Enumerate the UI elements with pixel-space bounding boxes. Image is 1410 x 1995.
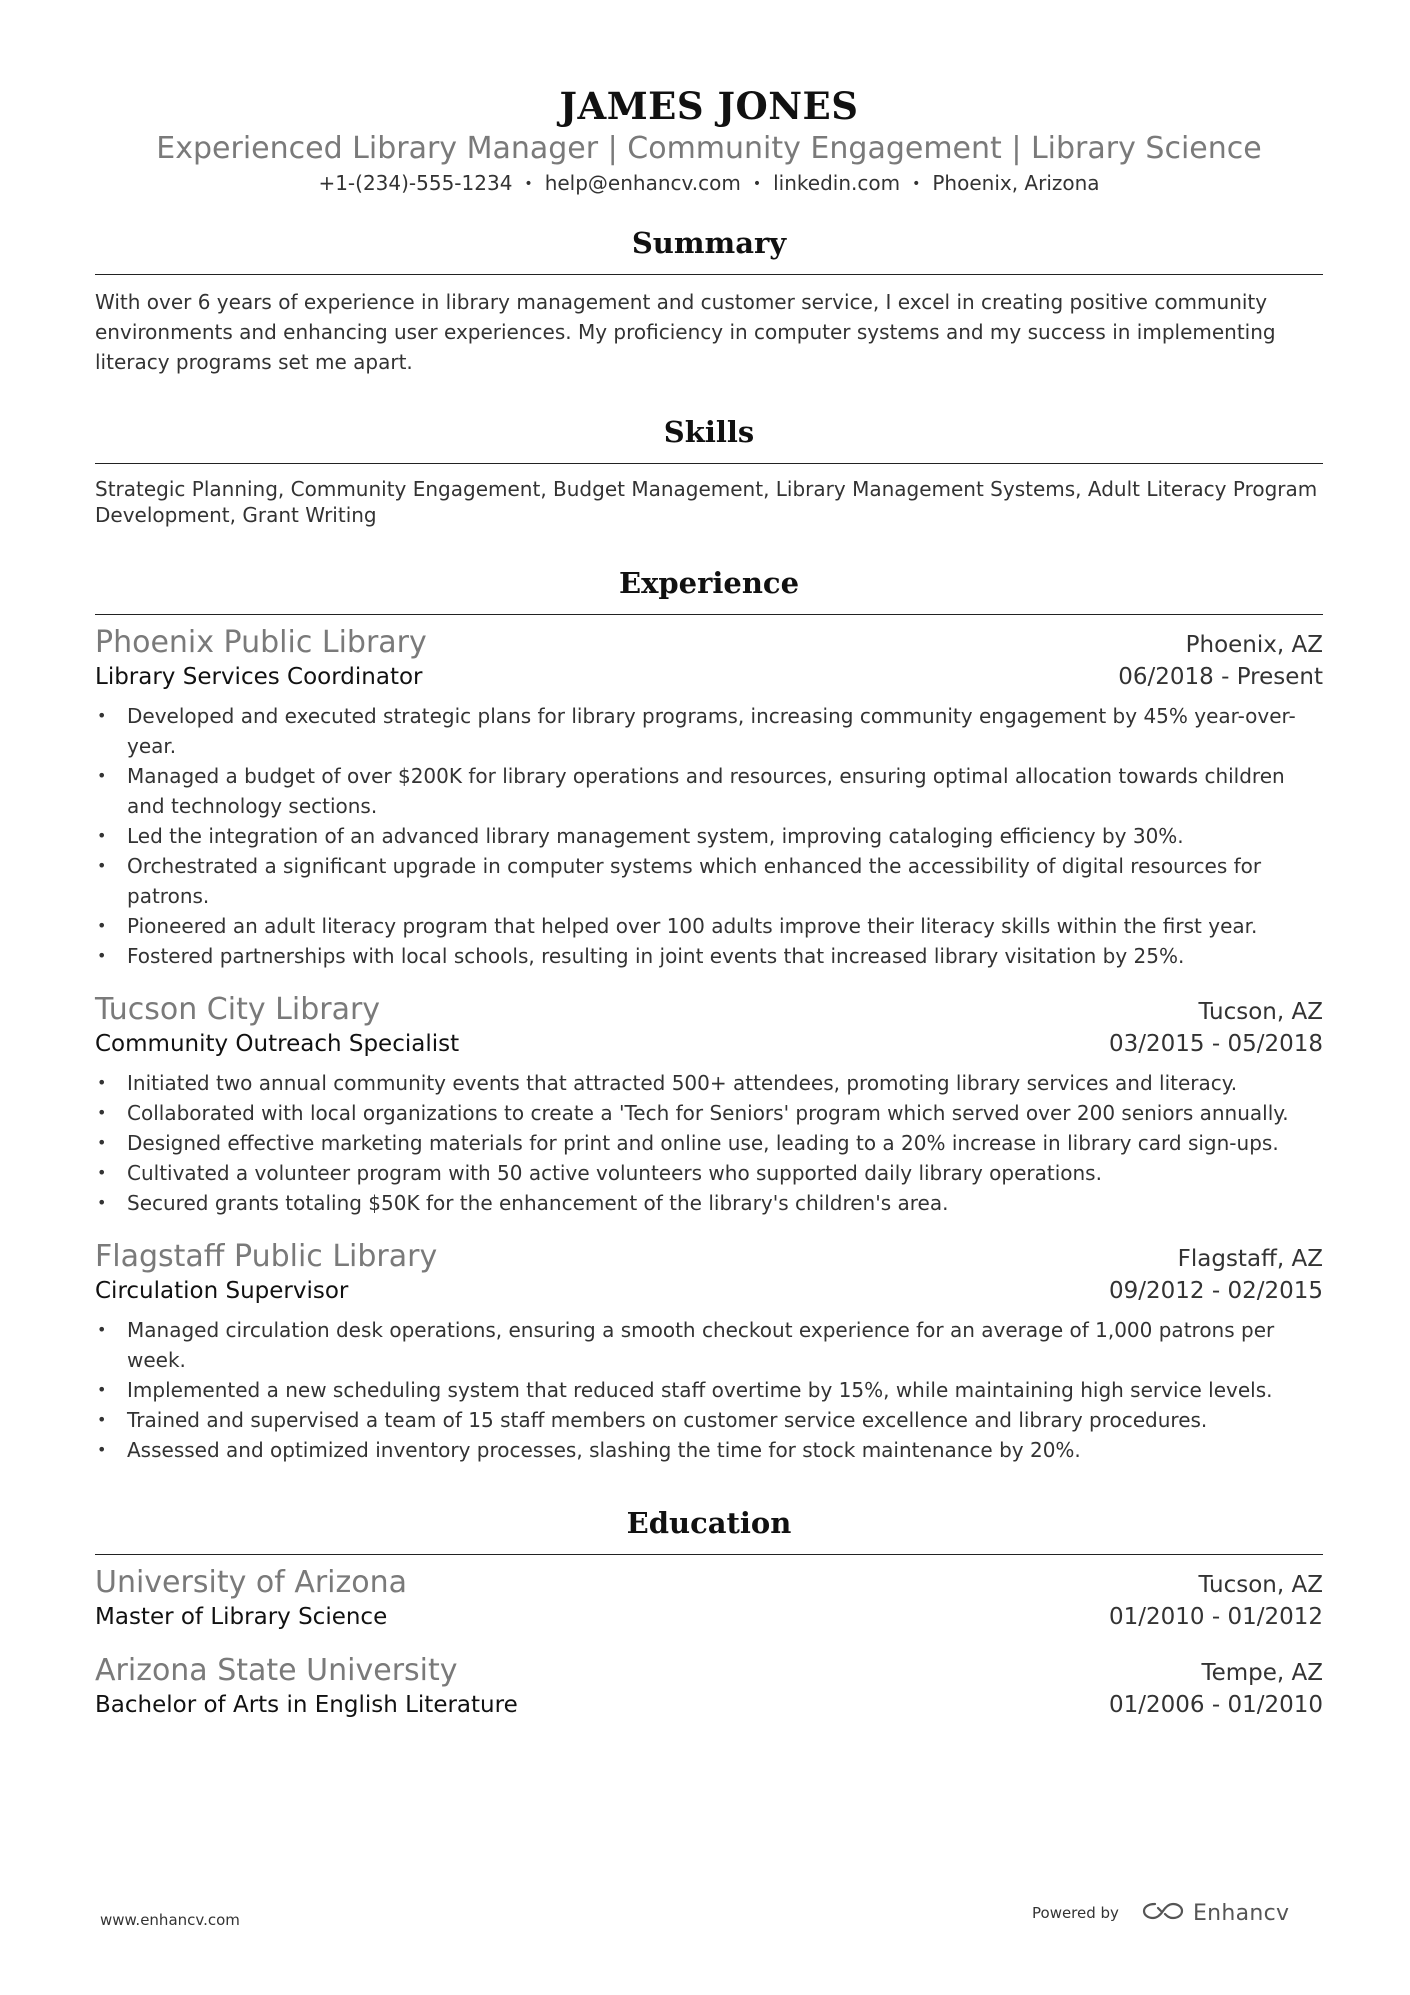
- location-text: Phoenix, Arizona: [932, 171, 1100, 195]
- skills-title: Skills: [663, 415, 755, 449]
- experience-title: Experience: [618, 566, 800, 600]
- degree-title: Master of Library Science: [95, 1604, 388, 1630]
- education-divider: [95, 1554, 1323, 1555]
- experience-bullet: • Collaborated with local organizations to create a 'Tech for Seniors' program which served over 200 seniors annually.: [95, 1098, 1323, 1128]
- experience-bullet: • Designed effective marketing materials for print and online use, leading to a 20% increase in library card sign-ups.: [95, 1128, 1323, 1158]
- phone-text: +1-(234)-555-1234: [318, 171, 513, 195]
- employer-location: Tucson, AZ: [1198, 999, 1323, 1025]
- experience-bullet: • Developed and executed strategic plans for library programs, increasing community engagement by 45% year-over-year.: [95, 701, 1323, 761]
- separator-dot: •: [524, 176, 533, 192]
- experience-divider: [95, 614, 1323, 615]
- experience-bullets: [95, 701, 1323, 971]
- summary-text: With over 6 years of experience in library management and customer service, I excel in creating positive community environments and enhancing user experiences. My proficiency in computer systems and my success in implementing literacy programs set me apart.: [95, 290, 1276, 374]
- employer-location: Flagstaff, AZ: [1177, 1246, 1323, 1272]
- education-entry-header: [95, 1565, 1323, 1600]
- skills-divider: [95, 463, 1323, 464]
- contact-line: [95, 171, 1323, 195]
- brand-logo[interactable]: [1141, 1900, 1289, 1926]
- employer-name: Phoenix Public Library: [95, 625, 427, 660]
- experience-role-line: [95, 1031, 1323, 1057]
- job-dates: 03/2015 - 05/2018: [1108, 1031, 1323, 1057]
- job-dates: 06/2018 - Present: [1118, 664, 1323, 690]
- experience-bullet: • Cultivated a volunteer program with 50 active volunteers who supported daily library operations.: [95, 1158, 1323, 1188]
- education-degree-line: [95, 1604, 1323, 1630]
- experience-bullet: • Managed a budget of over $200K for library operations and resources, ensuring optimal allocation towards children and technology sections.: [95, 761, 1323, 821]
- experience-bullet: • Managed circulation desk operations, ensuring a smooth checkout experience for an average of 1,000 patrons per week.: [95, 1315, 1323, 1375]
- summary-title: Summary: [631, 226, 787, 260]
- employer-name: Flagstaff Public Library: [95, 1239, 438, 1274]
- powered-by-text: Powered by: [1032, 1904, 1119, 1922]
- job-title: Community Outreach Specialist: [95, 1031, 460, 1057]
- school-location: Tempe, AZ: [1201, 1660, 1323, 1686]
- job-title: Library Services Coordinator: [95, 664, 423, 690]
- school-name: Arizona State University: [95, 1653, 458, 1688]
- experience-bullet: • Trained and supervised a team of 15 staff members on customer service excellence and library procedures.: [95, 1405, 1323, 1435]
- education-degree-line: [95, 1692, 1323, 1718]
- separator-dot: •: [912, 176, 921, 192]
- education-title: Education: [626, 1506, 792, 1540]
- experience-bullet: • Orchestrated a significant upgrade in computer systems which enhanced the accessibility of digital resources for patrons.: [95, 851, 1323, 911]
- email-link[interactable]: help@enhancv.com: [544, 171, 741, 195]
- experience-bullets: [95, 1315, 1323, 1465]
- experience-bullet: • Pioneered an adult literacy program that helped over 100 adults improve their literacy skills within the first year.: [95, 911, 1323, 941]
- degree-dates: 01/2006 - 01/2010: [1108, 1692, 1323, 1718]
- experience-bullet: • Secured grants totaling $50K for the enhancement of the library's children's area.: [95, 1188, 1323, 1218]
- experience-bullet: • Implemented a new scheduling system that reduced staff overtime by 15%, while maintaining high service levels.: [95, 1375, 1323, 1405]
- experience-role-line: [95, 1278, 1323, 1304]
- employer-location: Phoenix, AZ: [1185, 632, 1323, 658]
- job-dates: 09/2012 - 02/2015: [1108, 1278, 1323, 1304]
- experience-entry-header: [95, 625, 1323, 660]
- candidate-name: JAMES JONES: [559, 84, 859, 128]
- education-entry-header: [95, 1653, 1323, 1688]
- skills-text: Strategic Planning, Community Engagement, Budget Management, Library Management Systems, Adult Literacy Program Development, Grant Writing: [95, 477, 1318, 527]
- experience-role-line: [95, 664, 1323, 690]
- candidate-headline: Experienced Library Manager | Community Engagement | Library Science: [156, 131, 1262, 166]
- experience-bullet: • Led the integration of an advanced library management system, improving cataloging efficiency by 30%.: [95, 821, 1323, 851]
- degree-dates: 01/2010 - 01/2012: [1108, 1604, 1323, 1630]
- job-title: Circulation Supervisor: [95, 1278, 349, 1304]
- experience-bullets: [95, 1068, 1323, 1218]
- footer-website-link[interactable]: www.enhancv.com: [100, 1911, 240, 1929]
- linkedin-link[interactable]: linkedin.com: [773, 171, 901, 195]
- experience-bullet: • Assessed and optimized inventory processes, slashing the time for stock maintenance by 20%.: [95, 1435, 1323, 1465]
- brand-name: Enhancv: [1192, 1900, 1290, 1926]
- summary-divider: [95, 274, 1323, 275]
- school-location: Tucson, AZ: [1198, 1572, 1323, 1598]
- experience-entry-header: [95, 1239, 1323, 1274]
- experience-bullet: • Initiated two annual community events that attracted 500+ attendees, promoting library services and literacy.: [95, 1068, 1323, 1098]
- footer-branding: [1032, 1900, 1289, 1926]
- enhancv-logo-icon: [1141, 1900, 1185, 1926]
- experience-entry-header: [95, 992, 1323, 1027]
- separator-dot: •: [752, 176, 762, 192]
- degree-title: Bachelor of Arts in English Literature: [95, 1692, 518, 1718]
- school-name: University of Arizona: [95, 1565, 408, 1600]
- employer-name: Tucson City Library: [95, 992, 381, 1027]
- experience-bullet: • Fostered partnerships with local schools, resulting in joint events that increased library visitation by 25%.: [95, 941, 1323, 971]
